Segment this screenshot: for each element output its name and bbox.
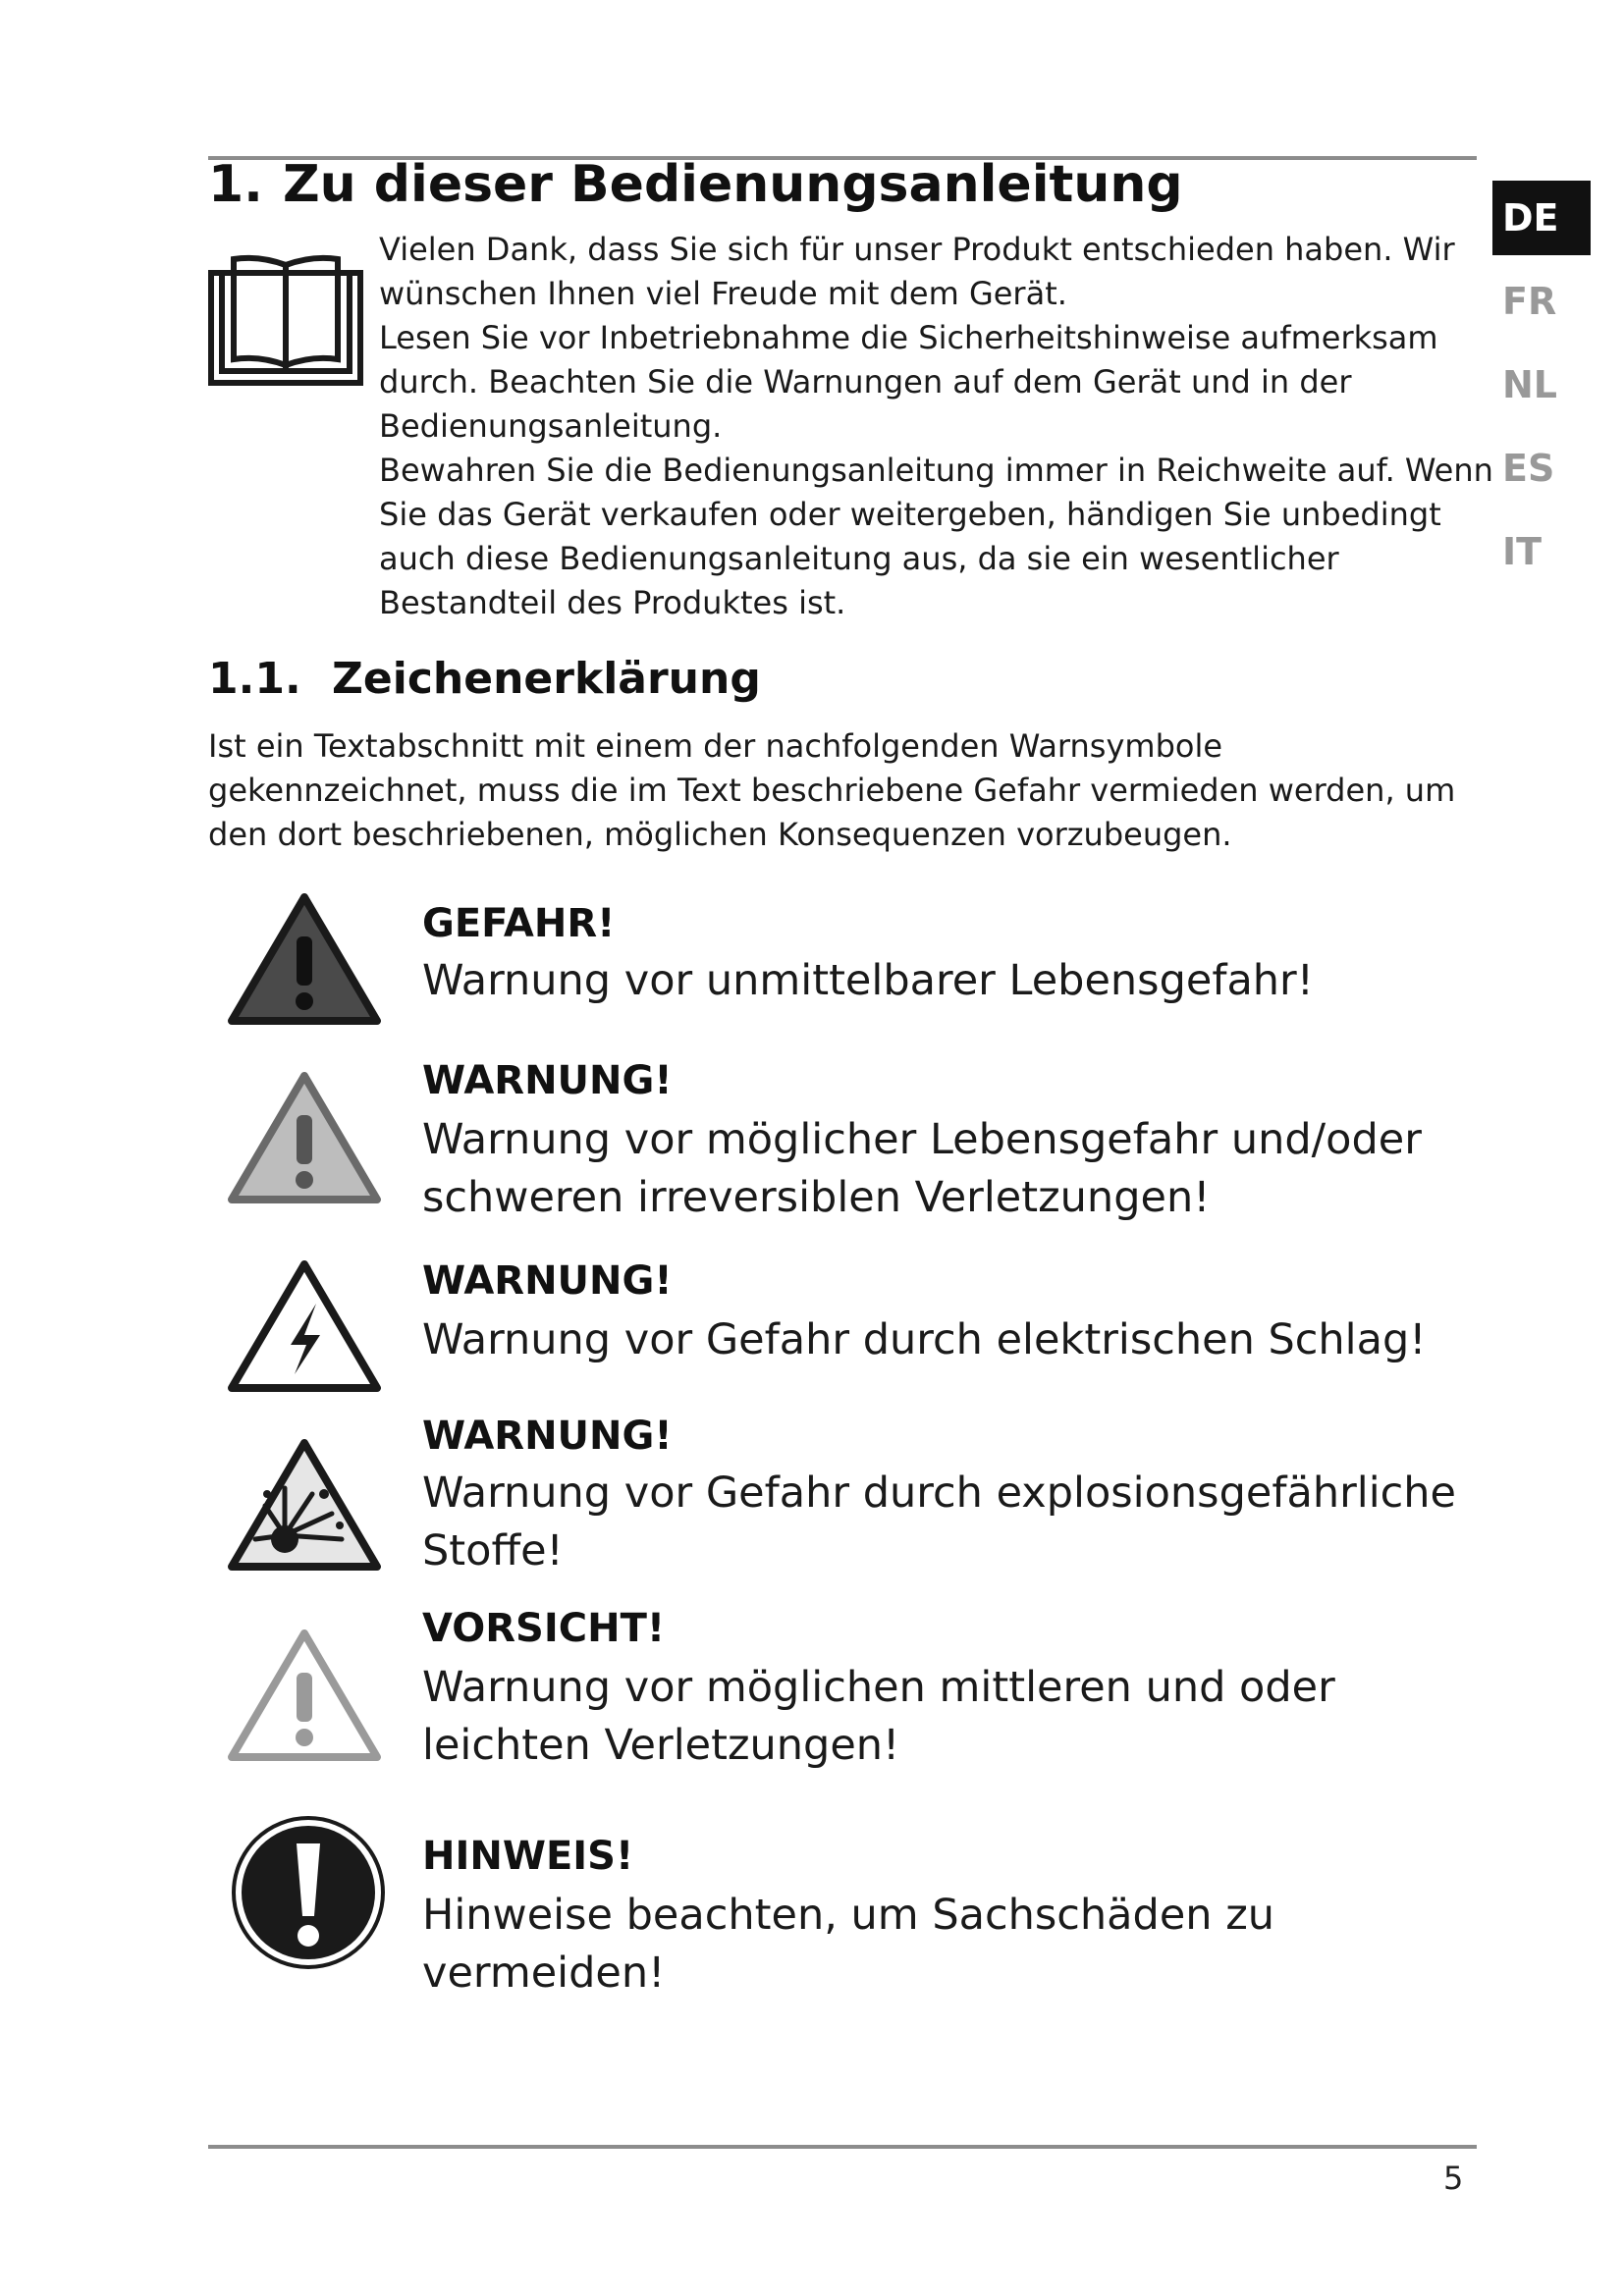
language-tab-nl[interactable]: NL — [1502, 363, 1558, 406]
intro-paragraph-1: Vielen Dank, dass Sie sich für unser Produkt entschieden haben. Wir wünschen Ihnen viel Freude mit dem Gerät. — [379, 231, 1455, 312]
warning-title: HINWEIS! — [422, 1834, 634, 1879]
warning-text: Warnung vor möglicher Lebensgefahr und/oder schweren irreversiblen Verletzungen! — [422, 1115, 1422, 1222]
notice-circle-icon — [230, 1814, 387, 1971]
subsection-heading — [208, 654, 761, 704]
explanation-paragraph: Ist ein Textabschnitt mit einem der nachfolgenden Warnsymbole gekennzeichnet, muss die im Text beschriebene Gefahr vermieden werden, um den dort beschriebenen, möglichen Konsequenzen vorzubeugen. — [208, 727, 1456, 853]
bottom-rule — [208, 2145, 1477, 2149]
section-number: 1. — [208, 155, 263, 214]
subsection-number: 1.1. — [208, 654, 301, 704]
warning-text: Warnung vor möglichen mittleren und oder leichten Verletzungen! — [422, 1663, 1335, 1770]
section-heading — [208, 155, 1183, 214]
manual-book-icon — [208, 253, 363, 387]
warning-text: Warnung vor Gefahr durch explosionsgefährliche Stoffe! — [422, 1468, 1456, 1575]
language-tab-it[interactable]: IT — [1502, 530, 1543, 573]
language-tab-de[interactable]: DE — [1492, 181, 1591, 255]
page-number: 5 — [1443, 2160, 1464, 2197]
warning-triangle-icon — [226, 1070, 383, 1207]
warning-title: WARNUNG! — [422, 1058, 673, 1103]
warning-title: GEFAHR! — [422, 901, 616, 946]
warning-title: WARNUNG! — [422, 1414, 673, 1459]
warning-text: Hinweise beachten, um Sachschäden zu vermeiden! — [422, 1891, 1275, 1998]
warning-text: Warnung vor Gefahr durch elektrischen Schlag! — [422, 1315, 1427, 1364]
language-tab-fr[interactable]: FR — [1502, 280, 1557, 323]
subsection-title: Zeichenerklärung — [332, 654, 761, 704]
intro-paragraph-2: Lesen Sie vor Inbetriebnahme die Sicherheitshinweise aufmerksam durch. Beachten Sie die Warnungen auf dem Gerät und in der Bedienungsanleitung. — [379, 319, 1438, 445]
language-tab-es[interactable]: ES — [1502, 447, 1555, 490]
warning-title: VORSICHT! — [422, 1606, 666, 1651]
electric-shock-icon — [226, 1258, 383, 1396]
caution-triangle-icon — [226, 1628, 383, 1765]
intro-text — [379, 228, 1498, 625]
explosive-icon — [226, 1437, 383, 1575]
danger-triangle-icon — [226, 891, 383, 1029]
warning-text: Warnung vor unmittelbarer Lebensgefahr! — [422, 956, 1314, 1005]
language-tabs — [1492, 181, 1591, 598]
warning-title: WARNUNG! — [422, 1258, 673, 1304]
intro-paragraph-3: Bewahren Sie die Bedienungsanleitung immer in Reichweite auf. Wenn Sie das Gerät verkaufen oder weitergeben, händigen Sie unbedingt auch diese Bedienungsanleitung aus, da sie ein wesentlicher Bestandteil des Produktes ist. — [379, 452, 1493, 621]
section-title: Zu dieser Bedienungsanleitung — [282, 155, 1183, 214]
